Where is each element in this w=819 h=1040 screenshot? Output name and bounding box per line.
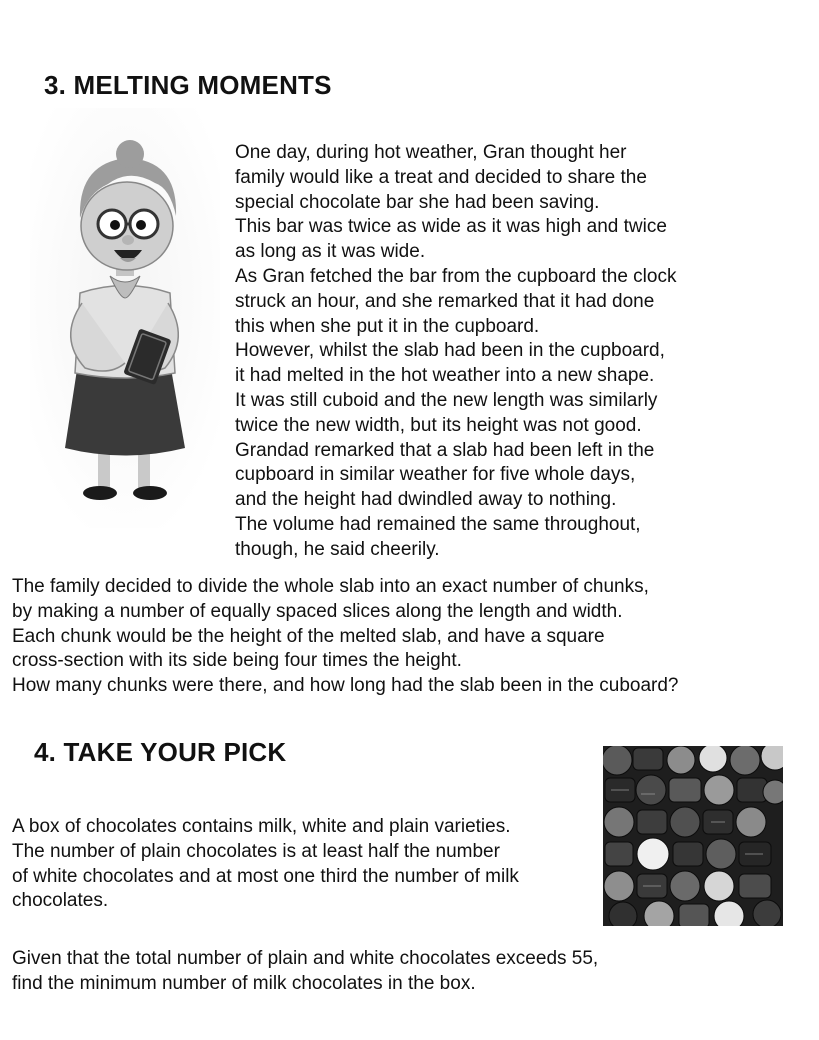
question-line: How many chunks were there, and how long had the slab been in the cuboard? <box>12 675 679 697</box>
story-line: A box of chocolates contains milk, white and plain varieties. <box>12 816 511 837</box>
grandmother-holding-chocolate-bar-icon <box>30 108 220 528</box>
section-3-story <box>235 141 676 563</box>
story-line: of white chocolates and at most one third the number of milk <box>12 865 519 887</box>
story-line: this when she put it in the cupboard. <box>235 315 540 337</box>
story-line: family would like a treat and decided to share the <box>235 166 647 188</box>
story-line: Grandad remarked that a slab had been left in the <box>235 439 655 461</box>
story-line: The volume had remained the same throughout, <box>235 513 641 535</box>
question-line: by making a number of equally spaced slices along the length and width. <box>12 600 623 622</box>
story-line: twice the new width, but its height was not good. <box>235 414 642 436</box>
question-line: The family decided to divide the whole slab into an exact number of chunks, <box>12 576 649 597</box>
story-line: though, he said cheerily. <box>235 538 440 560</box>
story-line: chocolates. <box>12 890 109 912</box>
story-line: One day, during hot weather, Gran thought her <box>235 142 627 163</box>
story-line: As Gran fetched the bar from the cupboard the clock <box>235 265 677 287</box>
story-line: This bar was twice as wide as it was high and twice <box>235 216 667 238</box>
story-line: struck an hour, and she remarked that it had done <box>235 290 655 312</box>
story-line: it had melted in the hot weather into a new shape. <box>235 365 655 387</box>
section-4-story <box>12 815 519 914</box>
section-3-question <box>12 575 678 699</box>
story-line: special chocolate bar she had been saving. <box>235 191 600 213</box>
question-line: Each chunk would be the height of the melted slab, and have a square <box>12 625 605 647</box>
question-line: cross-section with its side being four times the height. <box>12 650 462 672</box>
box-of-chocolates-photo-icon <box>603 746 783 926</box>
story-line: However, whilst the slab had been in the cupboard, <box>235 340 665 362</box>
story-line: cupboard in similar weather for five whole days, <box>235 464 636 486</box>
story-line: The number of plain chocolates is at least half the number <box>12 840 500 862</box>
section-4-question <box>12 947 598 997</box>
story-line: It was still cuboid and the new length was similarly <box>235 389 658 411</box>
section-3-heading: 3. MELTING MOMENTS <box>44 70 332 100</box>
section-4-heading: 4. TAKE YOUR PICK <box>34 737 287 767</box>
story-line: as long as it was wide. <box>235 241 426 263</box>
question-line: Given that the total number of plain and white chocolates exceeds 55, <box>12 948 599 969</box>
story-line: and the height had dwindled away to nothing. <box>235 489 617 511</box>
question-line: find the minimum number of milk chocolates in the box. <box>12 972 476 994</box>
